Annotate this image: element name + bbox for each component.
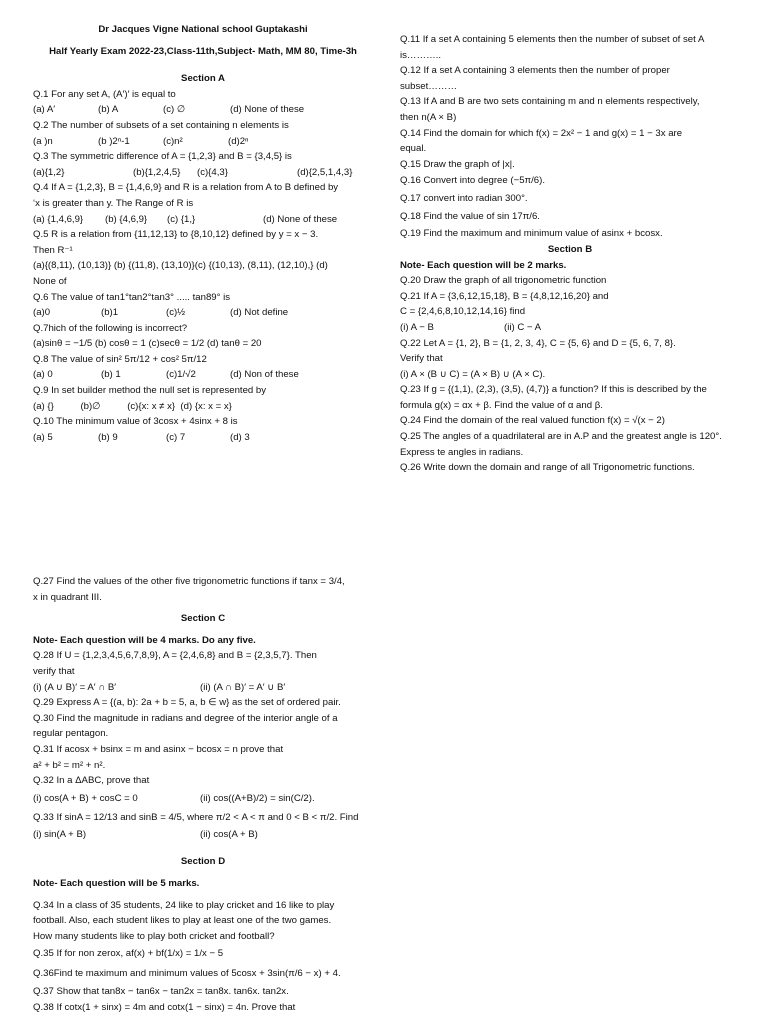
question-29: Q.29 Express A = {(a, b): 2a + b = 5, a, b ∈ w} as the set of ordered pair. — [33, 697, 341, 709]
question-25: Q.25 The angles of a quadrilateral are in A.P and the greatest angle is 120°. — [400, 431, 722, 443]
question-33: Q.33 If sinA = 12/13 and sinB = 4/5, where π/2 < A < π and 0 < B < π/2. Find — [33, 811, 359, 823]
question-10-options — [33, 430, 373, 446]
question-30-cont: regular pentagon. — [33, 728, 109, 740]
section-c-note: Note- Each question will be 4 marks. Do any five. — [33, 634, 256, 646]
section-b-title: Section B — [547, 243, 593, 255]
option: (b){1,2,4,5} — [133, 166, 181, 178]
option: (d){2,5,1,4,3} — [297, 166, 353, 178]
question-27-cont: x in quadrant III. — [33, 591, 102, 603]
question-7: Q.7hich of the following is incorrect? — [33, 322, 188, 334]
question-2-options — [33, 134, 373, 150]
option: (i) A − B — [400, 321, 434, 333]
question-26: Q.26 Write down the domain and range of all Trigonometric functions. — [400, 462, 695, 474]
question-23-cont: formula g(x) = αx + β. Find the value of α and β. — [400, 399, 603, 411]
option: (d) 3 — [230, 431, 250, 443]
question-11-cont: is……….. — [400, 49, 442, 61]
question-34-cont: football. Also, each student likes to play at least one of the two games. — [33, 915, 332, 927]
option: (a) 5 — [33, 431, 53, 443]
option: (a) {1,4,6,9} — [33, 213, 84, 225]
question-8-options — [33, 367, 373, 383]
option: (b )2ⁿ-1 — [98, 135, 130, 147]
option: (a) 0 — [33, 369, 53, 381]
question-37: Q.37 Show that tan8x − tan6x − tan2x = tan8x. tan6x. tan2x. — [33, 986, 289, 998]
section-c-title: Section C — [180, 613, 226, 625]
option: (i) cos(A + B) + cosC = 0 — [33, 792, 138, 804]
question-11: Q.11 If a set A containing 5 elements then the number of subset of set A — [400, 34, 705, 45]
section-d-note: Note- Each question will be 5 marks. — [33, 877, 200, 889]
question-8: Q.8 The value of sin² 5π/12 + cos² 5π/12 — [33, 353, 207, 365]
question-20: Q.20 Draw the graph of all trigonometric function — [400, 275, 607, 287]
section-b-note: Note- Each question will be 2 marks. — [400, 259, 567, 271]
question-34: Q.34 In a class of 35 students, 24 like to play cricket and 16 like to play — [33, 899, 335, 911]
option: (ii) C − A — [504, 321, 542, 333]
school-name: Dr Jacques Vigne National school Guptakashi — [98, 24, 308, 35]
option: (d) None of these — [263, 213, 338, 225]
option: (i) sin(A + B) — [33, 828, 87, 840]
exam-title: Half Yearly Exam 2022-23,Class-11th,Subject- Math, MM 80, Time-3h — [49, 45, 357, 57]
option: (c) {1,} — [167, 213, 196, 225]
option: (a){1,2} — [33, 166, 65, 178]
question-2: Q.2 The number of subsets of a set containing n elements is — [33, 119, 289, 131]
option: (d) Not define — [230, 307, 289, 319]
option: (ii) cos(A + B) — [200, 828, 258, 840]
question-14: Q.14 Find the domain for which f(x) = 2x² − 1 and g(x) = 1 − 3x are — [400, 127, 683, 139]
option: (c)1/√2 — [166, 369, 196, 381]
question-3-options — [33, 165, 373, 181]
question-15: Q.15 Draw the graph of |x|. — [400, 158, 515, 170]
right-column — [400, 32, 740, 476]
question-34-cont2: How many students like to play both cricket and football? — [33, 930, 275, 942]
option: (b) 1 — [101, 369, 121, 381]
option: (ii) cos((A+B)/2) = sin(C/2). — [200, 792, 315, 804]
question-12-cont: subset……… — [400, 80, 458, 92]
question-22-part: (i) A × (B ∪ C) = (A × B) ∪ (A × C). — [400, 368, 546, 380]
option: (c){4,3} — [197, 166, 228, 178]
question-7-options: (a)sinθ = −1/5 (b) cosθ = 1 (c)secθ = 1/2 (d) tanθ = 20 — [33, 338, 262, 350]
option: (b) A — [98, 104, 119, 116]
question-3: Q.3 The symmetric difference of A = {1,2,3} and B = {3,4,5} is — [33, 151, 292, 163]
question-6-options — [33, 305, 373, 321]
option: (a )n — [33, 135, 53, 147]
lower-column — [33, 574, 373, 1015]
option: (b) {4,6,9} — [105, 213, 148, 225]
question-13: Q.13 If A and B are two sets containing m and n elements respectively, — [400, 96, 700, 108]
option: (a)0 — [33, 307, 51, 319]
section-d-title: Section D — [180, 856, 226, 868]
option: (c) 7 — [166, 431, 186, 443]
left-column — [33, 22, 373, 445]
question-19: Q.19 Find the maximum and minimum value of asinx + bcosx. — [400, 228, 663, 240]
option: (d) Non of these — [230, 369, 299, 381]
question-31: Q.31 If acosx + bsinx = m and asinx − bcosx = n prove that — [33, 743, 284, 755]
question-27: Q.27 Find the values of the other five trigonometric functions if tanx = 3/4, — [33, 576, 345, 587]
question-4-cont: ‘x is greater than y. The Range of R is — [33, 197, 194, 209]
question-1: Q.1 For any set A, (A′)′ is equal to — [33, 88, 176, 100]
question-22: Q.22 Let A = {1, 2}, B = {1, 2, 3, 4}, C = {5, 6} and D = {5, 6, 7, 8}. — [400, 337, 676, 349]
question-17: Q.17 convert into radian 300°. — [400, 193, 528, 205]
question-36: Q.36Find te maximum and minimum values of 5cosx + 3sin(π/6 − x) + 4. — [33, 968, 341, 980]
question-21: Q.21 If A = {3,6,12,15,18}, B = {4,8,12,16,20} and — [400, 290, 609, 302]
question-31-cont: a² + b² = m² + n². — [33, 759, 106, 771]
question-4-options — [33, 212, 373, 228]
option: (d) None of these — [230, 104, 305, 116]
question-35: Q.35 If for non zerox, af(x) + bf(1/x) = 1/x − 5 — [33, 948, 224, 960]
question-14-cont: equal. — [400, 143, 427, 155]
question-9-options: (a) {} (b)∅ (c){x: x ≠ x} (d) {x: x = x} — [33, 400, 232, 412]
question-9: Q.9 In set builder method the null set is represented by — [33, 385, 267, 397]
option: (c) ∅ — [163, 104, 186, 116]
question-12: Q.12 If a set A containing 3 elements then the number of proper — [400, 65, 670, 77]
question-28: Q.28 If U = {1,2,3,4,5,6,7,8,9}, A = {2,4,6,8} and B = {2,3,5,7}. Then — [33, 650, 317, 662]
option: (a) A′ — [33, 104, 56, 116]
question-10: Q.10 The minimum value of 3cosx + 4sinx + 8 is — [33, 416, 238, 428]
question-28-options — [33, 680, 373, 696]
option: (c)n² — [163, 135, 183, 147]
question-33-options — [33, 827, 373, 843]
option: (b) 9 — [98, 431, 118, 443]
question-24: Q.24 Find the domain of the real valued function f(x) = √(x − 2) — [400, 415, 665, 427]
question-16: Q.16 Convert into degree (−5π/6). — [400, 175, 546, 187]
question-4: Q.4 If A = {1,2,3}, B = {1,4,6,9} and R is a relation from A to B defined by — [33, 182, 339, 194]
question-25-cont: Express te angles in radians. — [400, 446, 524, 458]
question-38: Q.38 If cotx(1 + sinx) = 4m and cotx(1 − sinx) = 4n. Prove that — [33, 1001, 296, 1013]
question-5-options: (a){(8,11), (10,13)} (b) {(11,8), (13,10)}(c) {(10,13), (8,11), (12,10),} (d) — [33, 260, 328, 272]
question-21-options — [400, 320, 740, 336]
question-5: Q.5 R is a relation from {11,12,13} to {8,10,12} defined by y = x − 3. — [33, 229, 319, 241]
question-22-cont: Verify that — [400, 353, 443, 365]
question-23: Q.23 If g = {(1,1), (2,3), (3,5), (4,7)} a function? If this is described by the — [400, 384, 707, 396]
question-5-cont: Then R⁻¹ — [33, 244, 73, 256]
question-1-options — [33, 102, 373, 118]
question-18: Q.18 Find the value of sin 17π/6. — [400, 211, 540, 223]
question-13-cont: then n(A × B) — [400, 111, 457, 123]
question-28-cont: verify that — [33, 665, 75, 677]
option: (d)2ⁿ — [228, 135, 249, 147]
option: (c)½ — [166, 307, 186, 319]
option: (i) (A ∪ B)′ = A′ ∩ B′ — [33, 681, 117, 693]
question-30: Q.30 Find the magnitude in radians and degree of the interior angle of a — [33, 712, 338, 724]
section-a-title: Section A — [181, 73, 225, 85]
question-6: Q.6 The value of tan1°tan2°tan3° ..... tan89° is — [33, 291, 231, 303]
question-5-options-cont: None of — [33, 275, 67, 287]
option: (b)1 — [101, 307, 119, 319]
question-32: Q.32 In a ΔABC, prove that — [33, 775, 150, 787]
question-32-options — [33, 789, 373, 809]
option: (ii) (A ∩ B)′ = A′ ∪ B′ — [200, 681, 286, 693]
question-21-cont: C = {2,4,6,8,10,12,14,16} find — [400, 306, 526, 318]
